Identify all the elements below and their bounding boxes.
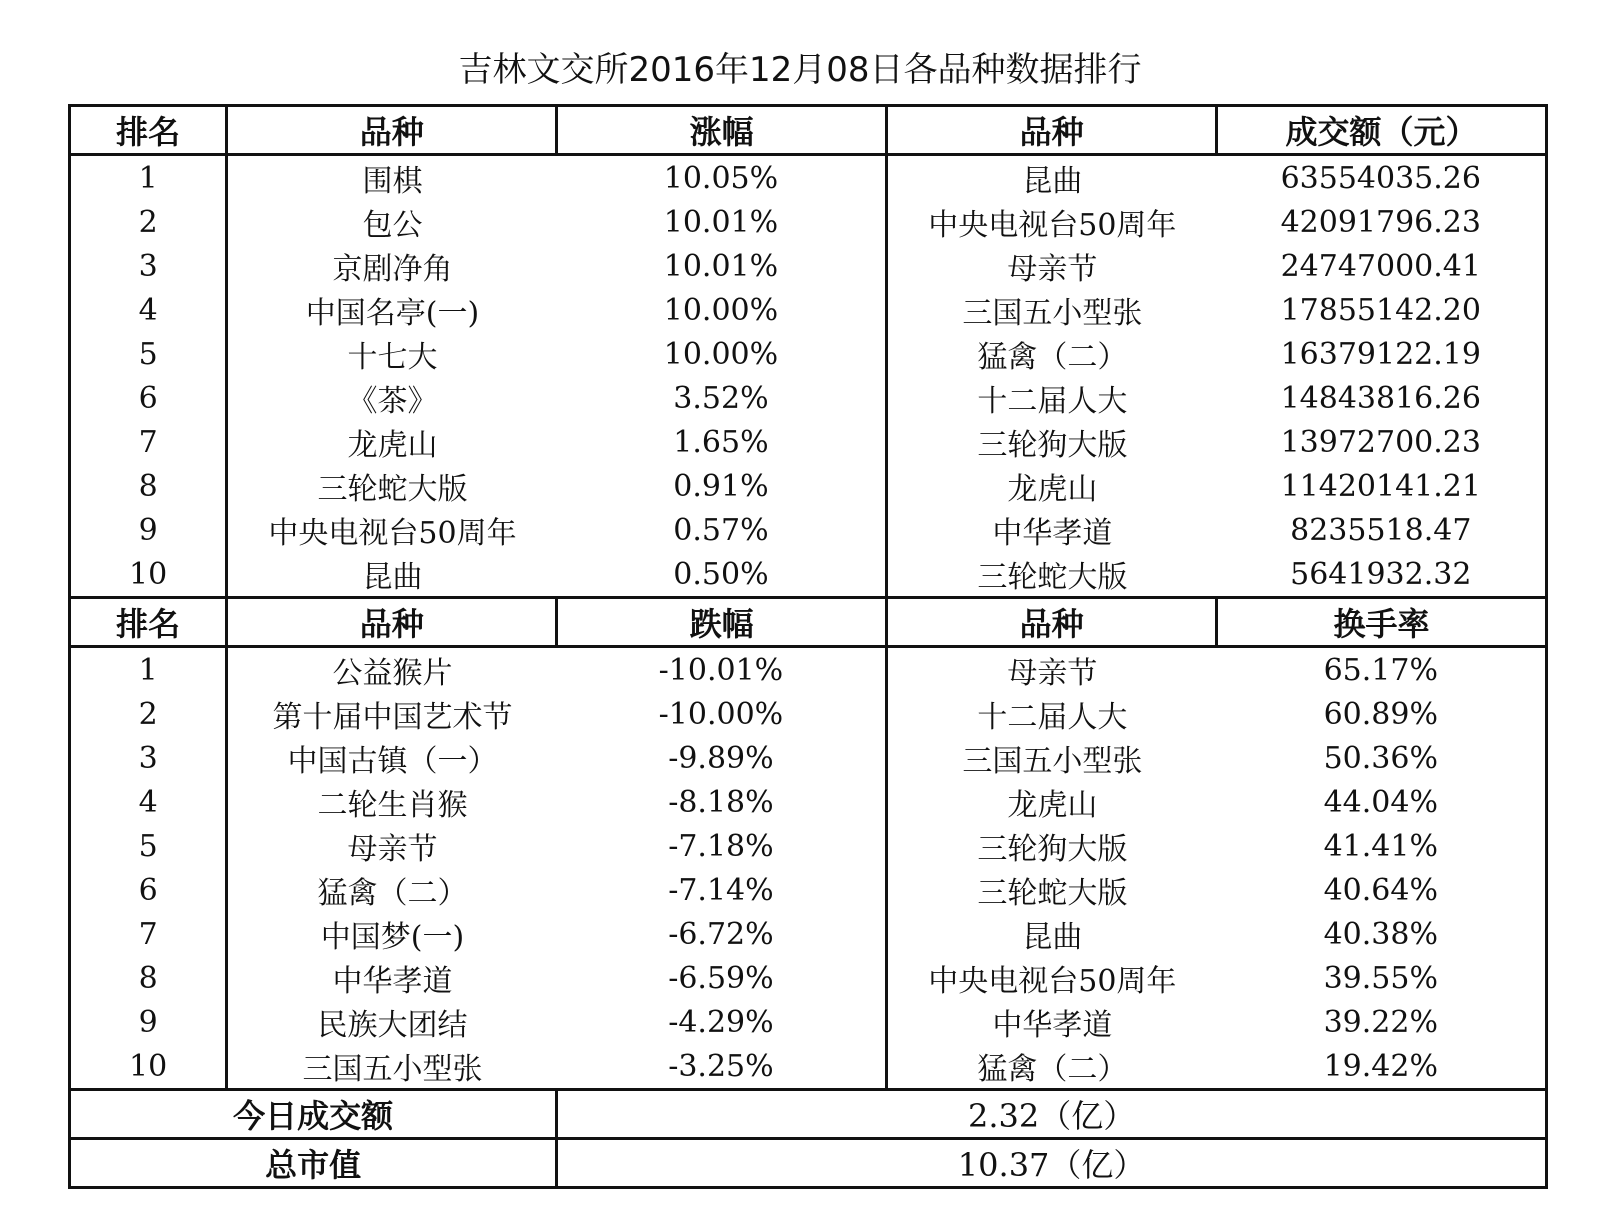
variety-cell: 中央电视台50周年 (268, 516, 517, 551)
change-cell: -3.25% (557, 1044, 887, 1090)
variety-2-cell: 猛禽（二） (887, 1044, 1217, 1090)
variety-cell: 《茶》 (347, 384, 438, 419)
variety-cell: 中国名亭(一) (305, 296, 480, 331)
volume-label: 今日成交额 (70, 1090, 557, 1139)
loser-row (70, 647, 1547, 693)
rank-cell: 5 (70, 332, 227, 376)
loser-row (70, 736, 1547, 780)
amount-cell: 42091796.23 (1217, 200, 1547, 244)
change-cell: -10.00% (557, 692, 887, 736)
rank-cell: 4 (70, 288, 227, 332)
rank-cell: 9 (70, 508, 227, 552)
change-cell: -7.14% (557, 868, 887, 912)
variety-2-cell: 十二届人大 (977, 700, 1128, 735)
market-cap-row (70, 1139, 1547, 1188)
amount-cell: 8235518.47 (1217, 508, 1547, 552)
header-rank: 排名 (70, 598, 227, 647)
header-variety-2: 品种 (887, 598, 1217, 647)
market-cap-value: 10.37（亿） (557, 1139, 1547, 1188)
variety-cell: 围棋 (362, 164, 423, 199)
loser-row (70, 956, 1547, 1000)
variety-cell: 三轮蛇大版 (317, 472, 468, 507)
variety-cell: 民族大团结 (317, 1008, 468, 1043)
variety-cell: 三国五小型张 (227, 1044, 557, 1090)
variety-2-cell: 龙虎山 (1007, 472, 1098, 507)
amount-cell: 14843816.26 (1217, 376, 1547, 420)
losers-section (70, 598, 1547, 1090)
amount-cell: 17855142.20 (1217, 288, 1547, 332)
rank-cell: 8 (70, 464, 227, 508)
gainer-row (70, 420, 1547, 464)
change-cell: -10.01% (557, 647, 887, 693)
change-cell: 0.50% (557, 552, 887, 598)
variety-2-cell: 猛禽（二） (977, 340, 1128, 375)
amount-cell: 24747000.41 (1217, 244, 1547, 288)
rank-cell: 9 (70, 1000, 227, 1044)
change-cell: 1.65% (557, 420, 887, 464)
variety-cell: 二轮生肖猴 (317, 788, 468, 823)
rank-cell: 10 (70, 552, 227, 598)
loser-row (70, 1044, 1547, 1090)
turnover-cell: 50.36% (1217, 736, 1547, 780)
page-title: 吉林文交所2016年12月08日各品种数据排行 (458, 50, 1142, 90)
rank-cell: 1 (70, 155, 227, 201)
gainer-row (70, 552, 1547, 598)
variety-2-cell: 三国五小型张 (962, 744, 1143, 779)
volume-value: 2.32（亿） (557, 1090, 1547, 1139)
change-cell: 0.91% (557, 464, 887, 508)
turnover-cell: 65.17% (1217, 647, 1547, 693)
rank-cell: 8 (70, 956, 227, 1000)
rank-cell: 6 (70, 868, 227, 912)
summary-section (70, 1090, 1547, 1188)
rank-cell: 1 (70, 647, 227, 693)
loser-row (70, 912, 1547, 956)
rank-cell: 6 (70, 376, 227, 420)
turnover-cell: 19.42% (1217, 1044, 1547, 1090)
amount-cell: 63554035.26 (1217, 155, 1547, 201)
gainers-section (70, 106, 1547, 598)
loser-row (70, 780, 1547, 824)
amount-cell: 11420141.21 (1217, 464, 1547, 508)
turnover-cell: 40.38% (1217, 912, 1547, 956)
gainer-row (70, 376, 1547, 420)
rank-cell: 10 (70, 1044, 227, 1090)
variety-2-cell: 昆曲 (1022, 164, 1083, 199)
loser-row (70, 1000, 1547, 1044)
header-amount: 成交额（元） (1217, 106, 1547, 155)
variety-2-cell: 三轮狗大版 (977, 428, 1128, 463)
loser-row (70, 692, 1547, 736)
change-cell: -4.29% (557, 1000, 887, 1044)
amount-cell: 16379122.19 (1217, 332, 1547, 376)
gainer-row (70, 332, 1547, 376)
gainer-row (70, 464, 1547, 508)
rank-cell: 2 (70, 200, 227, 244)
variety-2-cell: 中央电视台50周年 (928, 964, 1177, 999)
gainer-row (70, 508, 1547, 552)
header-turnover: 换手率 (1217, 598, 1547, 647)
variety-2-cell: 三轮狗大版 (977, 832, 1128, 867)
variety-2-cell: 三国五小型张 (962, 296, 1143, 331)
variety-cell: 公益猴片 (332, 656, 453, 691)
volume-row (70, 1090, 1547, 1139)
variety-cell: 猛禽（二） (317, 876, 468, 911)
variety-cell: 京剧净角 (332, 252, 453, 287)
top-header-row (70, 106, 1547, 155)
rank-cell: 2 (70, 692, 227, 736)
header-variety-2: 品种 (887, 106, 1217, 155)
change-cell: -9.89% (557, 736, 887, 780)
change-cell: 10.01% (557, 244, 887, 288)
variety-cell: 十七大 (347, 340, 438, 375)
variety-cell: 中华孝道 (332, 964, 453, 999)
turnover-cell: 40.64% (1217, 868, 1547, 912)
header-decline: 跌幅 (557, 598, 887, 647)
gainer-row (70, 288, 1547, 332)
change-cell: 3.52% (557, 376, 887, 420)
header-rank: 排名 (70, 106, 227, 155)
variety-2-cell: 中华孝道 (992, 516, 1113, 551)
change-cell: 10.00% (557, 332, 887, 376)
change-cell: 10.01% (557, 200, 887, 244)
amount-cell: 5641932.32 (1217, 552, 1547, 598)
rank-cell: 4 (70, 780, 227, 824)
variety-2-cell: 三轮蛇大版 (977, 876, 1128, 911)
variety-2-cell: 母亲节 (1007, 656, 1098, 691)
variety-cell: 龙虎山 (347, 428, 438, 463)
change-cell: -8.18% (557, 780, 887, 824)
variety-2-cell: 中华孝道 (992, 1008, 1113, 1043)
change-cell: 10.05% (557, 155, 887, 201)
variety-cell: 母亲节 (347, 832, 438, 867)
rank-cell: 7 (70, 420, 227, 464)
turnover-cell: 60.89% (1217, 692, 1547, 736)
variety-2-cell: 中央电视台50周年 (928, 208, 1177, 243)
market-cap-label: 总市值 (70, 1139, 557, 1188)
rank-cell: 3 (70, 244, 227, 288)
amount-cell: 13972700.23 (1217, 420, 1547, 464)
header-variety: 品种 (227, 106, 557, 155)
variety-2-cell: 昆曲 (1022, 920, 1083, 955)
header-gain: 涨幅 (557, 106, 887, 155)
turnover-cell: 39.22% (1217, 1000, 1547, 1044)
turnover-cell: 44.04% (1217, 780, 1547, 824)
variety-cell: 包公 (362, 208, 423, 243)
gainer-row (70, 200, 1547, 244)
loser-row (70, 868, 1547, 912)
variety-cell: 昆曲 (227, 552, 557, 598)
bottom-header-row (70, 598, 1547, 647)
change-cell: -6.72% (557, 912, 887, 956)
rank-cell: 3 (70, 736, 227, 780)
variety-cell: 中国古镇（一） (287, 744, 498, 779)
turnover-cell: 41.41% (1217, 824, 1547, 868)
variety-2-cell: 十二届人大 (977, 384, 1128, 419)
rank-cell: 7 (70, 912, 227, 956)
change-cell: -6.59% (557, 956, 887, 1000)
variety-cell: 中国梦(一) (320, 920, 465, 955)
header-variety: 品种 (227, 598, 557, 647)
change-cell: -7.18% (557, 824, 887, 868)
variety-cell: 第十届中国艺术节 (272, 700, 513, 735)
variety-2-cell: 三轮蛇大版 (887, 552, 1217, 598)
change-cell: 10.00% (557, 288, 887, 332)
variety-2-cell: 龙虎山 (1007, 788, 1098, 823)
loser-row (70, 824, 1547, 868)
change-cell: 0.57% (557, 508, 887, 552)
rank-cell: 5 (70, 824, 227, 868)
gainer-row (70, 155, 1547, 201)
variety-2-cell: 母亲节 (1007, 252, 1098, 287)
ranking-table (68, 104, 1548, 1189)
gainer-row (70, 244, 1547, 288)
turnover-cell: 39.55% (1217, 956, 1547, 1000)
